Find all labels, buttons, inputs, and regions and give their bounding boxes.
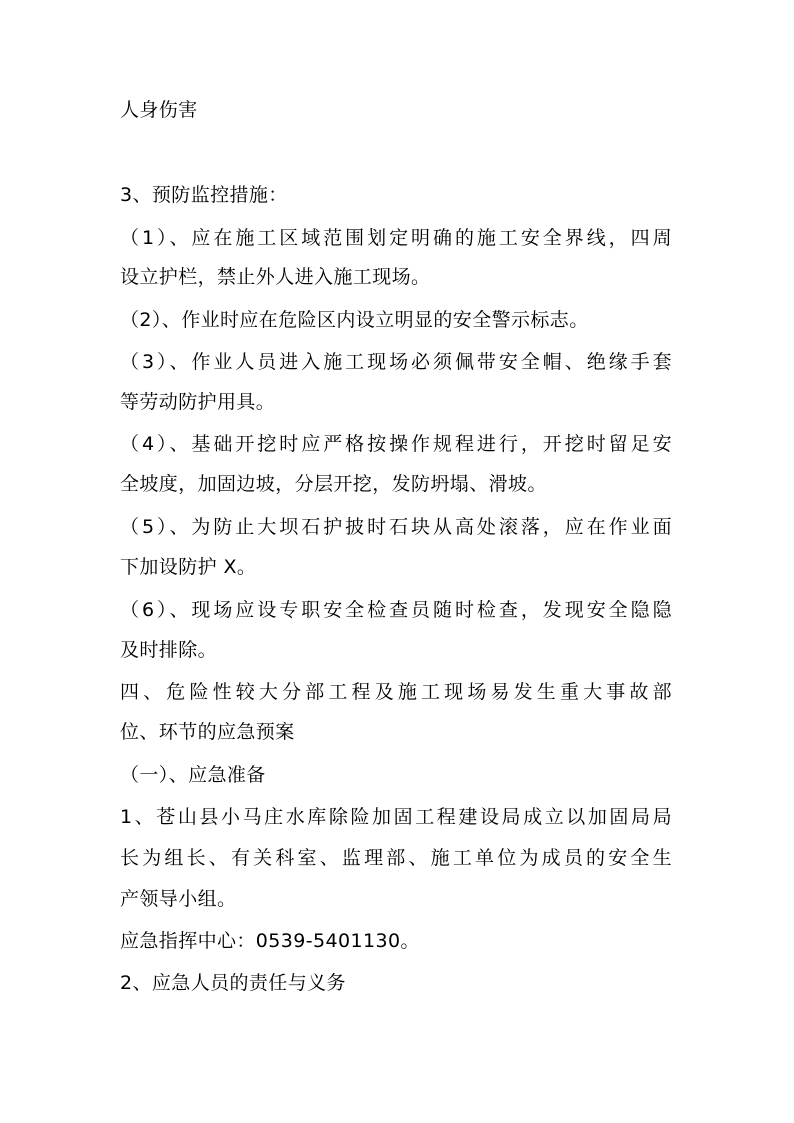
text-line-17: 1、苍山县小马庄水库除险加固工程建设局成立以加固局局 — [120, 806, 672, 828]
text-line-18: 长为组长、有关科室、监理部、施工单位为成员的安全生 — [120, 847, 672, 869]
text-line-7: 等劳动防护用具。 — [120, 391, 276, 413]
text-line-6: （3）、作业人员进入施工现场必须佩带安全帽、绝缘手套 — [120, 351, 672, 373]
text-line-4: 设立护栏，禁止外人进入施工现场。 — [120, 266, 431, 288]
text-line-5: （2）、作业时应在危险区内设立明显的安全警示标志。 — [120, 309, 589, 331]
text-line-10: （5）、为防止大坝石护披时石块从高处滚落，应在作业面 — [120, 516, 672, 538]
text-line-8: （4）、基础开挖时应严格按操作规程进行，开挖时留足安 — [120, 433, 672, 455]
text-line-19: 产领导小组。 — [120, 888, 237, 910]
text-line-21: 2、应急人员的责任与义务 — [120, 972, 346, 994]
text-line-9: 全坡度，加固边坡，分层开挖，发防坍塌、滑坡。 — [120, 473, 547, 495]
text-line-13: 及时排除。 — [120, 639, 218, 661]
section-heading-4-cont: 位、环节的应急预案 — [120, 721, 295, 743]
emergency-phone: 应急指挥中心：0539-5401130。 — [120, 930, 420, 952]
subsection-heading-1: （一）、应急准备 — [120, 764, 266, 786]
text-line-3: （1）、应在施工区域范围划定明确的施工安全界线，四周 — [120, 227, 672, 249]
text-line-2: 3、预防监控措施： — [120, 184, 288, 206]
text-line-12: （6）、现场应设专职安全检查员随时检查，发现安全隐隐 — [120, 599, 672, 621]
text-line-1: 人身伤害 — [120, 99, 198, 121]
text-line-11: 下加设防护 X。 — [120, 556, 257, 578]
section-heading-4: 四、危险性较大分部工程及施工现场易发生重大事故部 — [120, 681, 672, 703]
